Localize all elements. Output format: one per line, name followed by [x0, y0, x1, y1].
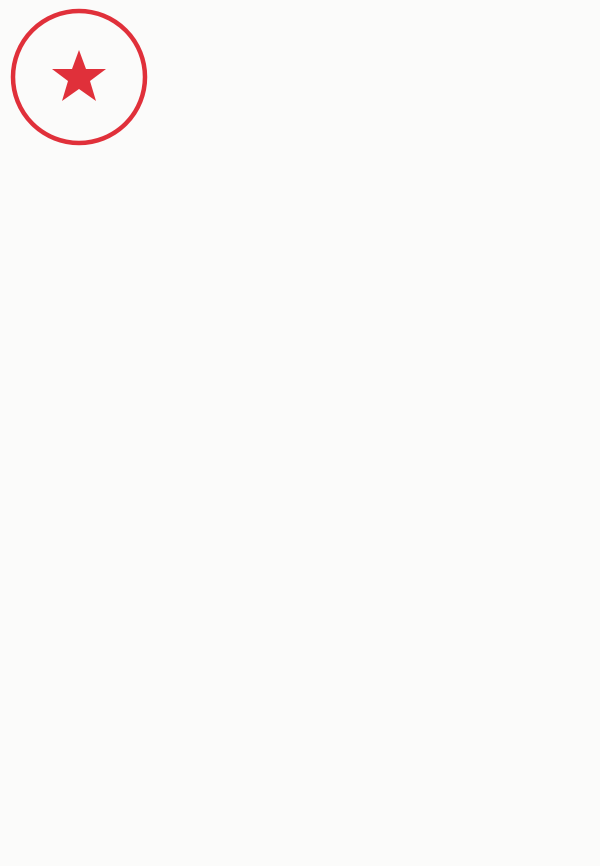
- official-seal: [8, 6, 150, 148]
- seal-star-icon: [52, 50, 106, 101]
